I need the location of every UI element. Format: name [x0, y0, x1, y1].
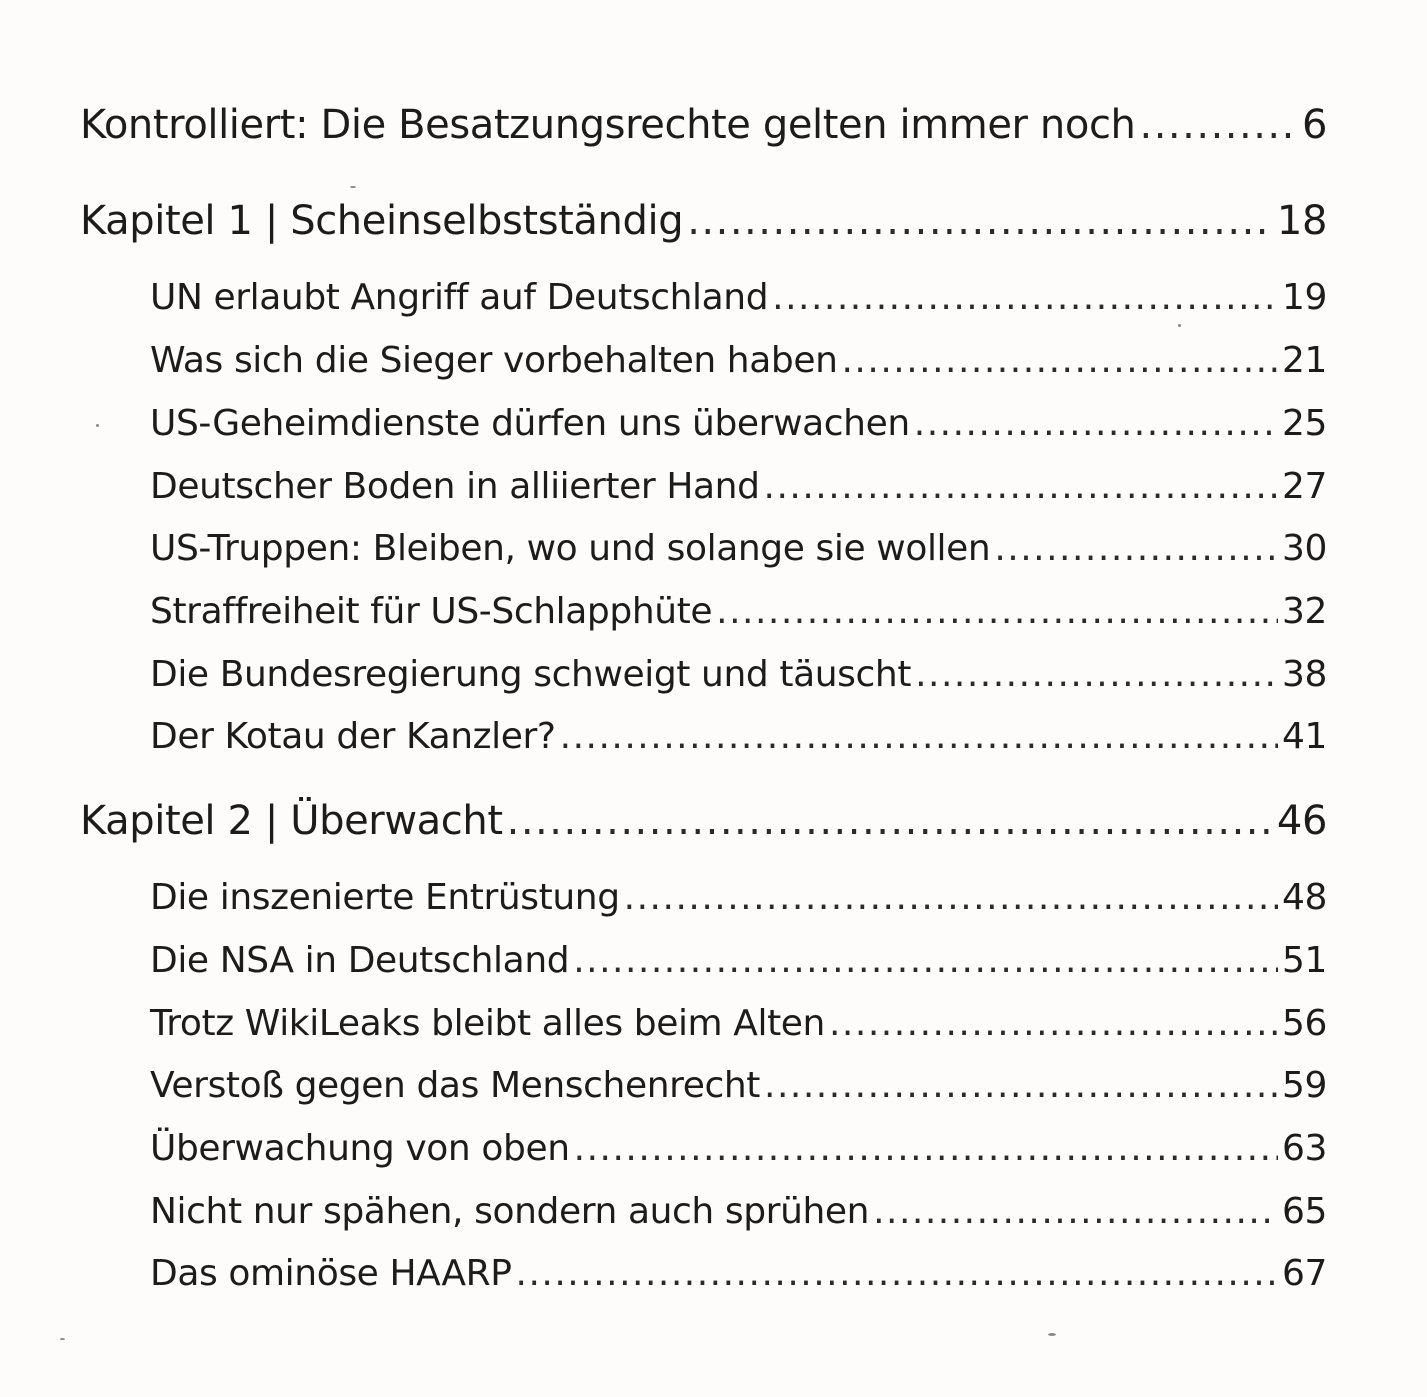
toc-entry[interactable]	[150, 587, 1327, 637]
toc-entry-title: US-Geheimdienste dürfen uns überwachen	[150, 403, 910, 444]
dot-leader	[560, 712, 1278, 762]
scan-speck	[60, 1338, 65, 1340]
scan-speck	[350, 186, 356, 188]
toc-entry[interactable]	[150, 399, 1327, 449]
toc-entry[interactable]	[150, 1061, 1327, 1111]
dot-leader	[716, 587, 1278, 637]
dot-leader	[772, 273, 1278, 323]
dot-leader	[507, 793, 1273, 849]
toc-entry-title: Trotz WikiLeaks bleibt alles beim Alten	[150, 1003, 825, 1044]
toc-entry-page: 6	[1301, 102, 1327, 148]
dot-leader	[841, 336, 1278, 386]
toc-entry[interactable]	[80, 193, 1327, 249]
toc-entry-page: 30	[1281, 528, 1327, 569]
toc-entry-page: 19	[1281, 277, 1327, 318]
dot-leader	[915, 650, 1278, 700]
dot-leader	[914, 399, 1278, 449]
toc-entry-title: Überwachung von oben	[150, 1128, 570, 1169]
toc-entry-page: 67	[1281, 1253, 1327, 1294]
dot-leader	[764, 462, 1278, 512]
toc-entry[interactable]	[80, 793, 1327, 849]
toc-entry-page: 18	[1276, 198, 1327, 244]
toc-entry-title: Die Bundesregierung schweigt und täuscht	[150, 654, 912, 695]
toc-entry[interactable]	[150, 273, 1327, 323]
dot-leader	[516, 1249, 1278, 1299]
toc-entry-page: 48	[1281, 877, 1327, 918]
dot-leader	[994, 524, 1278, 574]
toc-entry-page: 38	[1281, 654, 1327, 695]
toc-entry-page: 21	[1281, 340, 1327, 381]
dot-leader	[873, 1187, 1278, 1237]
dot-leader	[829, 999, 1278, 1049]
toc-entry-page: 63	[1281, 1128, 1327, 1169]
toc-entry-title: Was sich die Sieger vorbehalten haben	[150, 340, 838, 381]
toc-entry-page: 46	[1276, 798, 1327, 844]
toc-entry-title: Deutscher Boden in alliierter Hand	[150, 466, 760, 507]
toc-entry-title: US-Truppen: Bleiben, wo und solange sie wollen	[150, 528, 991, 569]
toc-entry-title: Straffreiheit für US-Schlapphüte	[150, 591, 713, 632]
scan-speck	[96, 424, 99, 427]
dot-leader	[573, 936, 1278, 986]
toc-entry-page: 65	[1281, 1191, 1327, 1232]
toc-entry[interactable]	[150, 712, 1327, 762]
dot-leader	[764, 1061, 1278, 1111]
toc-entry-page: 59	[1281, 1065, 1327, 1106]
toc-entry-title: Die inszenierte Entrüstung	[150, 877, 620, 918]
dot-leader	[687, 193, 1273, 249]
toc-entry[interactable]	[150, 336, 1327, 386]
toc-entry-title: Nicht nur spähen, sondern auch sprühen	[150, 1191, 870, 1232]
toc-entry-title: Das ominöse HAARP	[150, 1253, 512, 1294]
toc-entry[interactable]	[150, 999, 1327, 1049]
toc-entry-title: Der Kotau der Kanzler?	[150, 716, 556, 757]
scan-speck	[1178, 324, 1181, 327]
toc-entry-title: Kontrolliert: Die Besatzungsrechte gelten immer noch	[80, 102, 1136, 148]
scan-speck	[1048, 1333, 1056, 1336]
dot-leader	[624, 873, 1278, 923]
toc-entry-title: Die NSA in Deutschland	[150, 940, 570, 981]
toc-entry-title: Verstoß gegen das Menschenrecht	[150, 1065, 761, 1106]
toc-entry-page: 41	[1281, 716, 1327, 757]
toc-entry-title: UN erlaubt Angriff auf Deutschland	[150, 277, 769, 318]
toc-entry[interactable]	[150, 873, 1327, 923]
toc-entry[interactable]	[150, 1249, 1327, 1299]
toc-entry-page: 56	[1281, 1003, 1327, 1044]
toc-entry[interactable]	[150, 936, 1327, 986]
dot-leader	[574, 1124, 1278, 1174]
toc-entry[interactable]	[150, 650, 1327, 700]
toc-entry[interactable]	[150, 1187, 1327, 1237]
toc-entry-page: 27	[1281, 466, 1327, 507]
toc-entry[interactable]	[150, 1124, 1327, 1174]
toc-entry[interactable]	[150, 524, 1327, 574]
toc-entry-page: 32	[1281, 591, 1327, 632]
toc-entry-page: 25	[1281, 403, 1327, 444]
toc-entry[interactable]	[80, 97, 1327, 153]
dot-leader	[1140, 97, 1298, 153]
toc-entry-title: Kapitel 2 | Überwacht	[80, 798, 503, 844]
toc-entry[interactable]	[150, 462, 1327, 512]
toc-entry-page: 51	[1281, 940, 1327, 981]
toc-entry-title: Kapitel 1 | Scheinselbstständig	[80, 198, 684, 244]
